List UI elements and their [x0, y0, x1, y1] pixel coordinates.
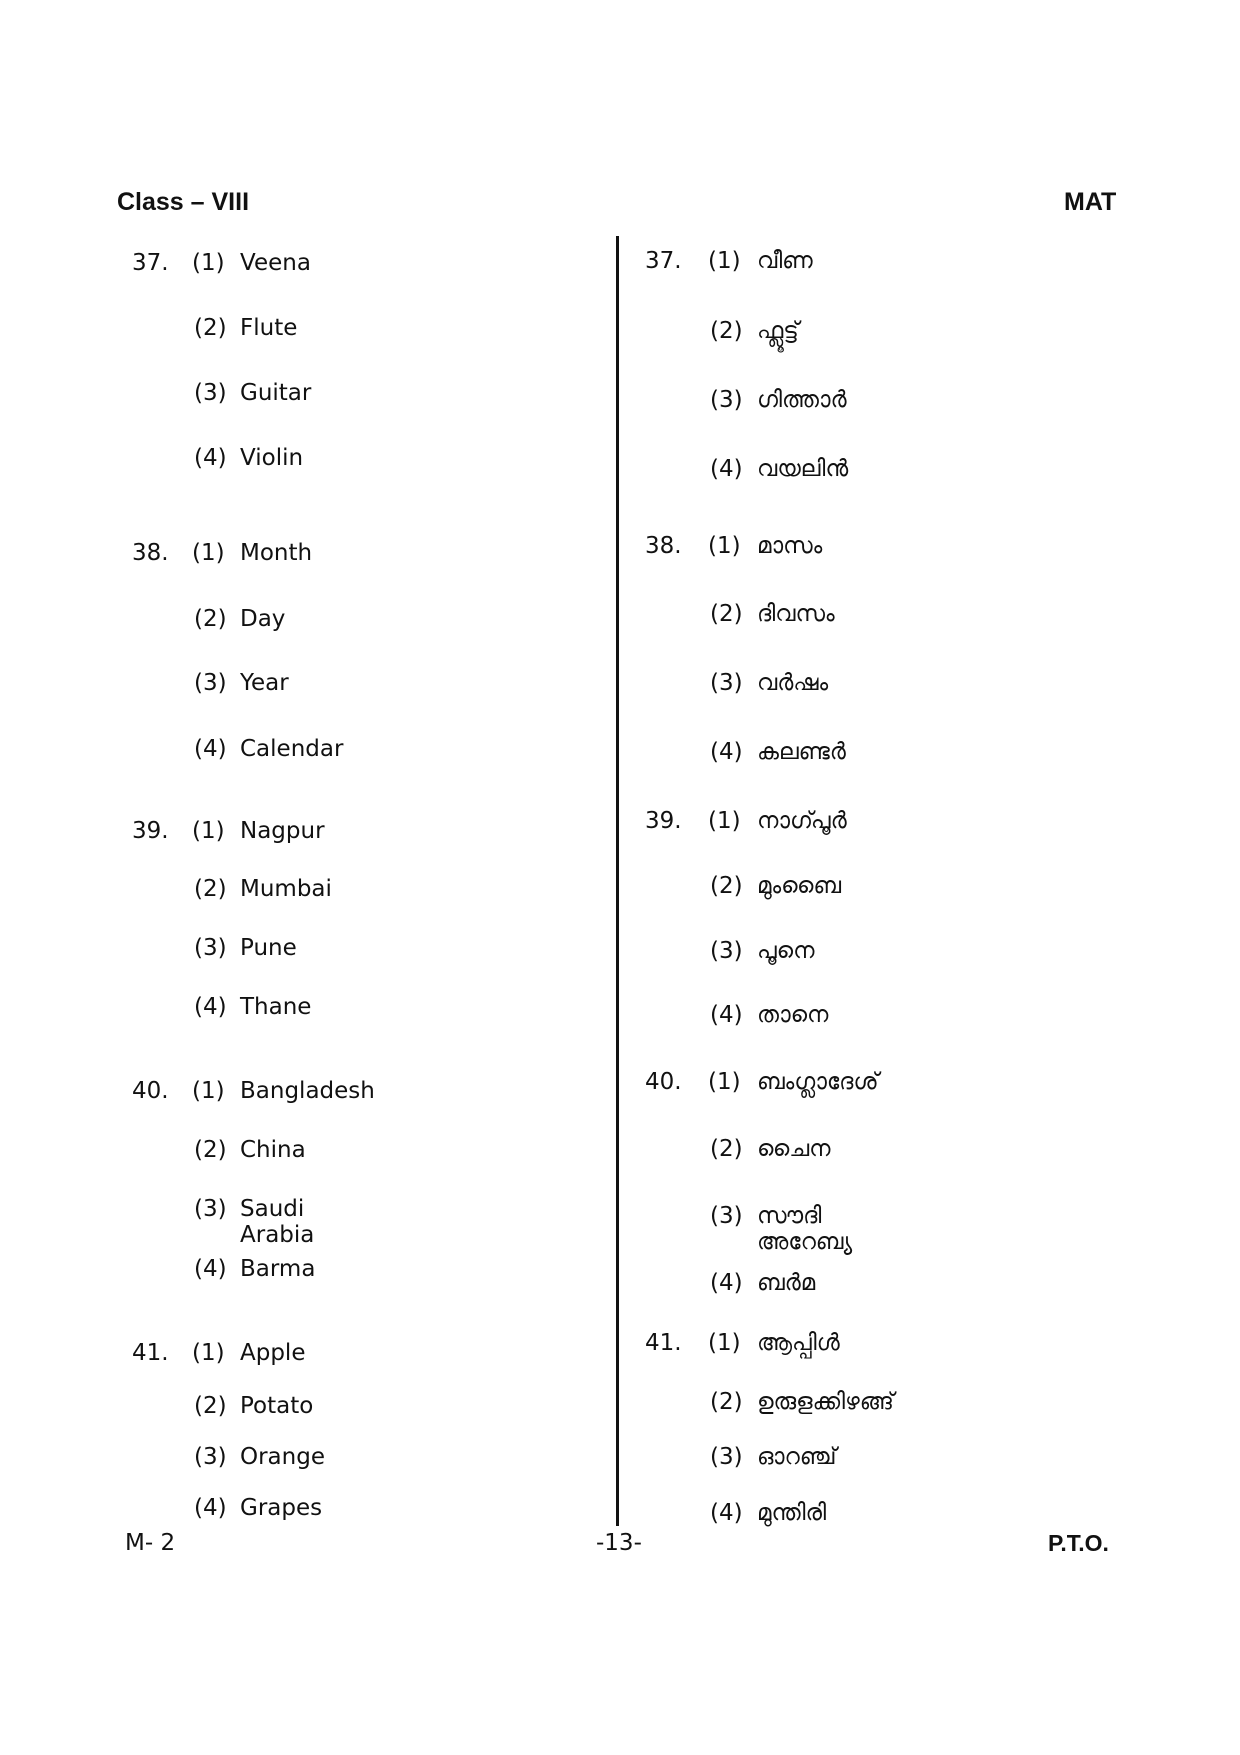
option-label: (3): [194, 380, 227, 406]
question-number: 40.: [645, 1069, 682, 1095]
option-text: Saudi Arabia: [240, 1196, 315, 1248]
option-text: ഉരുളക്കിഴങ്ങ്: [757, 1389, 894, 1415]
option-label: (1): [192, 1078, 225, 1104]
question-number: 41.: [645, 1330, 682, 1356]
option-text: ആപ്പിൾ: [757, 1330, 840, 1356]
option-text: വയലിൻ: [757, 456, 849, 482]
option-label: (4): [710, 1002, 743, 1028]
question-number: 39.: [645, 808, 682, 834]
option-label: (1): [192, 818, 225, 844]
option-label: (1): [192, 540, 225, 566]
option-label: (2): [194, 876, 227, 902]
option-label: (4): [710, 1270, 743, 1296]
option-text: ഗിത്താർ: [757, 387, 847, 413]
option-label: (1): [192, 250, 225, 276]
option-text: Guitar: [240, 380, 312, 406]
question-number: 38.: [132, 540, 169, 566]
subject-label: MAT: [1064, 188, 1117, 216]
option-text: മാസം: [757, 533, 823, 559]
option-text: Veena: [240, 250, 311, 276]
option-label: (1): [708, 1330, 741, 1356]
option-text: താനെ: [757, 1002, 829, 1028]
option-text: Flute: [240, 315, 298, 341]
option-label: (3): [710, 670, 743, 696]
question-number: 39.: [132, 818, 169, 844]
option-label: (1): [708, 533, 741, 559]
option-label: (1): [708, 248, 741, 274]
question-number: 40.: [132, 1078, 169, 1104]
option-text: Bangladesh: [240, 1078, 375, 1104]
option-text: Pune: [240, 935, 297, 961]
option-text: ഫ്ലൂട്ട്: [757, 318, 799, 344]
option-text: Potato: [240, 1393, 314, 1419]
option-label: (3): [194, 1196, 227, 1222]
option-label: (4): [194, 736, 227, 762]
option-label: (1): [192, 1340, 225, 1366]
option-label: (4): [710, 456, 743, 482]
question-number: 37.: [645, 248, 682, 274]
option-label: (4): [194, 1256, 227, 1282]
option-text: നാഗ്പൂർ: [757, 808, 847, 834]
option-label: (3): [710, 1203, 743, 1229]
option-text: മുന്തിരി: [757, 1500, 827, 1526]
option-label: (2): [710, 1389, 743, 1415]
option-label: (3): [710, 1444, 743, 1470]
option-label: (3): [194, 935, 227, 961]
option-text: ചൈന: [757, 1136, 831, 1162]
option-text: Orange: [240, 1444, 325, 1470]
option-text: Mumbai: [240, 876, 332, 902]
option-text: ബർമ: [757, 1270, 816, 1296]
option-text: പൂനെ: [757, 938, 815, 964]
option-text: വീണ: [757, 248, 813, 274]
option-text: Grapes: [240, 1495, 323, 1521]
option-text: Day: [240, 606, 286, 632]
option-text: വർഷം: [757, 670, 829, 696]
option-label: (1): [708, 808, 741, 834]
column-divider: [616, 236, 619, 1526]
option-label: (4): [710, 739, 743, 765]
option-text: ഓറഞ്ച്: [757, 1444, 837, 1470]
question-number: 41.: [132, 1340, 169, 1366]
option-text: കലണ്ടർ: [757, 739, 846, 765]
option-label: (3): [710, 938, 743, 964]
option-text: ബംഗ്ലാദേശ്: [757, 1069, 879, 1095]
option-text: Barma: [240, 1256, 316, 1282]
option-text: China: [240, 1137, 306, 1163]
option-text: Year: [240, 670, 289, 696]
class-label: Class – VIII: [117, 188, 250, 216]
option-label: (1): [708, 1069, 741, 1095]
please-turn-over: P.T.O.: [1048, 1530, 1109, 1556]
option-label: (3): [710, 387, 743, 413]
option-text: Violin: [240, 445, 304, 471]
booklet-code: M- 2: [125, 1530, 176, 1556]
option-label: (2): [194, 1137, 227, 1163]
option-text: മുംബൈ: [757, 873, 842, 899]
option-text: Calendar: [240, 736, 344, 762]
question-number: 37.: [132, 250, 169, 276]
option-label: (2): [710, 1136, 743, 1162]
option-text: ദിവസം: [757, 601, 835, 627]
option-label: (2): [710, 601, 743, 627]
option-label: (2): [194, 1393, 227, 1419]
option-text: Thane: [240, 994, 312, 1020]
option-label: (3): [194, 1444, 227, 1470]
option-label: (3): [194, 670, 227, 696]
option-label: (4): [194, 445, 227, 471]
option-label: (4): [194, 994, 227, 1020]
option-label: (2): [194, 606, 227, 632]
option-text: സൗദി അറേബ്യ: [757, 1203, 853, 1255]
option-label: (2): [194, 315, 227, 341]
option-label: (2): [710, 873, 743, 899]
page-number: -13-: [596, 1530, 642, 1556]
option-text: Apple: [240, 1340, 306, 1366]
option-text: Nagpur: [240, 818, 325, 844]
option-label: (4): [194, 1495, 227, 1521]
question-number: 38.: [645, 533, 682, 559]
option-label: (2): [710, 318, 743, 344]
option-label: (4): [710, 1500, 743, 1526]
option-text: Month: [240, 540, 313, 566]
